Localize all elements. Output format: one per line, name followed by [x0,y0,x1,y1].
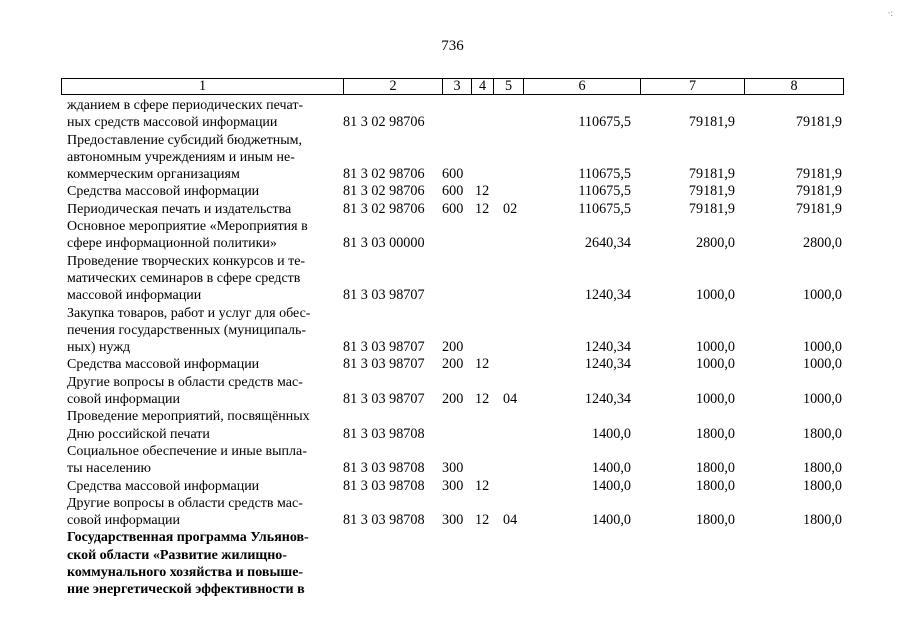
code-cell: 81 3 03 98708 [343,477,425,494]
section-cell: 12 [475,477,490,494]
section-cell: 12 [475,356,490,373]
amount-col-8: 79181,9 [795,183,842,200]
amount-col-8: 1000,0 [802,339,842,356]
amount-col-7: 79181,9 [688,114,735,131]
amount-col-8: 79181,9 [795,114,842,131]
row-description: Средства массовой информации [67,184,260,200]
header-col-2: 2 [344,79,443,94]
section-cell: 12 [475,512,490,529]
table-row [0,478,905,495]
table-row [0,218,905,253]
amount-col-6: 1400,0 [591,425,631,442]
amount-col-8: 79181,9 [795,166,842,183]
header-col-4: 4 [472,79,494,94]
amount-col-7: 1800,0 [695,477,735,494]
row-description: Основное мероприятие «Мероприятия в сфере информационной политики» [67,219,308,252]
amount-col-8: 1000,0 [802,391,842,408]
table-row [0,529,905,598]
code-cell: 81 3 03 98707 [343,391,425,408]
table-body [0,97,905,599]
row-description: Проведение творческих конкурсов и те- матических семинаров в сфере средств массовой информации [67,253,306,304]
code-cell: 81 3 03 98707 [343,339,425,356]
amount-col-6: 1400,0 [591,477,631,494]
amount-col-8: 1800,0 [802,460,842,477]
subsection-cell: 02 [503,200,518,217]
table-row [0,443,905,478]
amount-col-7: 1800,0 [695,425,735,442]
code-cell: 81 3 02 98706 [343,166,425,183]
table-row [0,132,905,184]
table-row [0,356,905,373]
group-cell: 200 [442,339,464,356]
amount-col-8: 1000,0 [802,356,842,373]
group-cell: 600 [442,200,464,217]
code-cell: 81 3 02 98706 [343,200,425,217]
amount-col-7: 1000,0 [695,287,735,304]
scan-mark: ·: [887,8,893,18]
amount-col-6: 110675,5 [578,114,631,131]
row-description: Средства массовой информации [67,357,260,373]
amount-col-8: 1800,0 [802,477,842,494]
amount-col-6: 110675,5 [578,183,631,200]
amount-col-7: 79181,9 [688,200,735,217]
group-cell: 600 [442,183,464,200]
amount-col-6: 1240,34 [584,356,631,373]
header-col-6: 6 [524,79,641,94]
table-row [0,408,905,443]
header-col-3: 3 [443,79,472,94]
amount-col-6: 1400,0 [591,460,631,477]
group-cell: 600 [442,166,464,183]
amount-col-7: 1800,0 [695,512,735,529]
subsection-cell: 04 [503,391,518,408]
code-cell: 81 3 03 98707 [343,356,425,373]
code-cell: 81 3 03 98707 [343,287,425,304]
amount-col-7: 79181,9 [688,183,735,200]
row-description: Государственная программа Ульянов- ской области «Развитие жилищно- коммунального хозяйства и повыше- ние энергетической эффективности в [67,530,309,598]
table-row [0,253,905,305]
table-row [0,201,905,218]
code-cell: 81 3 03 98708 [343,425,425,442]
table-row [0,495,905,530]
table-row [0,183,905,200]
group-cell: 300 [442,460,464,477]
code-cell: 81 3 03 00000 [343,235,425,252]
row-description: жданием в сфере периодических печат- ных средств массовой информации [67,98,304,131]
section-cell: 12 [475,183,490,200]
row-description: Социальное обеспечение и иные выпла- ты населению [67,443,307,477]
row-description: Предоставление субсидий бюджетным, автономным учреждениям и иным не- коммерческим организациям [67,132,303,183]
amount-col-7: 1000,0 [695,391,735,408]
amount-col-8: 79181,9 [795,200,842,217]
table-row [0,97,905,132]
amount-col-7: 1800,0 [695,460,735,477]
code-cell: 81 3 02 98706 [343,114,425,131]
amount-col-8: 1800,0 [802,512,842,529]
code-cell: 81 3 02 98706 [343,183,425,200]
table-header [61,78,844,95]
amount-col-6: 1240,34 [584,339,631,356]
section-cell: 12 [475,391,490,408]
amount-col-8: 2800,0 [802,235,842,252]
group-cell: 200 [442,391,464,408]
row-description: Периодическая печать и издательства [67,201,292,217]
amount-col-8: 1000,0 [802,287,842,304]
section-cell: 12 [475,200,490,217]
amount-col-6: 2640,34 [584,235,631,252]
row-description: Средства массовой информации [67,478,260,494]
amount-col-6: 110675,5 [578,200,631,217]
row-description: Другие вопросы в области средств мас- совой информации [67,374,303,408]
amount-col-7: 1000,0 [695,356,735,373]
code-cell: 81 3 03 98708 [343,460,425,477]
amount-col-6: 110675,5 [578,166,631,183]
amount-col-8: 1800,0 [802,425,842,442]
amount-col-6: 1240,34 [584,287,631,304]
group-cell: 200 [442,356,464,373]
table-row [0,305,905,357]
subsection-cell: 04 [503,512,518,529]
amount-col-7: 2800,0 [695,235,735,252]
amount-col-6: 1240,34 [584,391,631,408]
header-col-7: 7 [641,79,745,94]
table-row [0,374,905,409]
code-cell: 81 3 03 98708 [343,512,425,529]
page-number: 736 [441,38,464,54]
amount-col-7: 1000,0 [695,339,735,356]
amount-col-7: 79181,9 [688,166,735,183]
row-description: Другие вопросы в области средств мас- совой информации [67,495,303,529]
row-description: Закупка товаров, работ и услуг для обес- печения государственных (муниципаль- ных) нужд [67,305,311,356]
row-description: Проведение мероприятий, посвящённых Дню российской печати [67,409,310,442]
group-cell: 300 [442,477,464,494]
header-col-1: 1 [62,79,344,94]
amount-col-6: 1400,0 [591,512,631,529]
header-col-5: 5 [494,79,524,94]
header-col-8: 8 [790,78,798,94]
group-cell: 300 [442,512,464,529]
